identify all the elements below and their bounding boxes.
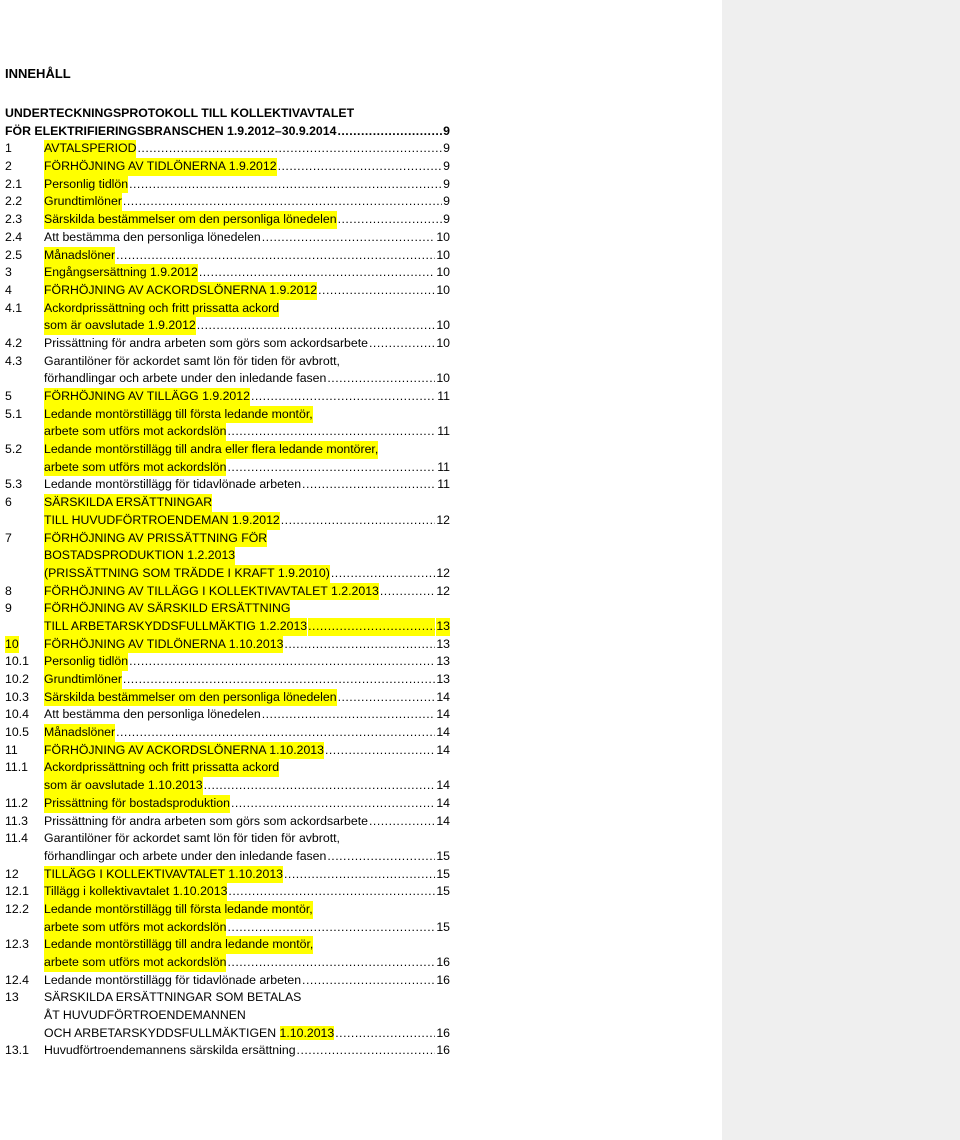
toc-entry-title: Månadslöner bbox=[44, 724, 115, 742]
toc-dot-leader bbox=[325, 742, 435, 760]
toc-entry[interactable] bbox=[5, 211, 450, 229]
toc-dot-leader bbox=[327, 370, 435, 388]
toc-entry-number: 8 bbox=[5, 583, 12, 598]
toc-entry-number: 2.5 bbox=[5, 247, 23, 262]
toc-entry[interactable] bbox=[5, 618, 450, 636]
toc-page-number: 9 bbox=[443, 141, 450, 156]
toc-entry-title: Garantilöner för ackordet samt lön för tiden för avbrott, bbox=[44, 353, 340, 368]
toc-entry[interactable] bbox=[5, 229, 450, 247]
toc-entry[interactable] bbox=[5, 530, 450, 548]
toc-entry[interactable] bbox=[5, 140, 450, 158]
toc-dot-leader bbox=[227, 954, 435, 972]
toc-page-number: 10 bbox=[436, 335, 450, 350]
toc-entry[interactable] bbox=[5, 972, 450, 990]
toc-page-number: 9 bbox=[443, 176, 450, 191]
toc-dot-leader bbox=[297, 1042, 436, 1060]
toc-entry[interactable] bbox=[5, 512, 450, 530]
toc-page-number: 11 bbox=[437, 459, 450, 474]
toc-entry[interactable] bbox=[5, 370, 450, 388]
toc-entry[interactable] bbox=[5, 954, 450, 972]
toc-dot-leader bbox=[331, 565, 435, 583]
toc-entry[interactable] bbox=[5, 671, 450, 689]
toc-entry-title: Särskilda bestämmelser om den personliga lönedelen bbox=[44, 211, 337, 229]
toc-page-number: 14 bbox=[436, 689, 450, 704]
toc-entry-number: 5.2 bbox=[5, 442, 23, 457]
toc-entry-number: 4.3 bbox=[5, 353, 23, 368]
toc-entry[interactable] bbox=[5, 936, 450, 954]
toc-dot-leader bbox=[227, 919, 435, 937]
toc-entry-number: 13.1 bbox=[5, 1043, 29, 1058]
toc-page-number: 16 bbox=[436, 1043, 450, 1058]
toc-page-number: 12 bbox=[436, 565, 450, 580]
toc-entry-title: Prissättning för andra arbeten som görs som ackordsarbete bbox=[44, 813, 368, 828]
toc-page-number: 14 bbox=[436, 707, 450, 722]
toc-page-number: 13 bbox=[436, 636, 450, 651]
toc-entry[interactable] bbox=[5, 158, 450, 176]
toc-dot-leader bbox=[338, 689, 436, 707]
toc-entry-number: 5 bbox=[5, 389, 12, 403]
toc-dot-leader bbox=[302, 476, 436, 494]
toc-entry-number: 2.1 bbox=[5, 176, 23, 191]
toc-entry[interactable] bbox=[5, 105, 450, 123]
toc-dot-leader bbox=[327, 848, 435, 866]
toc-entry-number: 12.3 bbox=[5, 937, 29, 952]
toc-dot-leader bbox=[369, 335, 435, 353]
toc-page-number: 10 bbox=[436, 265, 450, 280]
toc-entry-title: FÖRHÖJNING AV ACKORDSLÖNERNA 1.10.2013 bbox=[44, 742, 324, 760]
toc-dot-leader bbox=[281, 512, 436, 530]
toc-entry-title: FÖR ELEKTRIFIERINGSBRANSCHEN 1.9.2012–30.9.2014 bbox=[5, 123, 337, 138]
toc-entry-title: Ledande montörstillägg för tidavlönade arbeten bbox=[44, 972, 302, 987]
toc-page-number: 9 bbox=[443, 159, 450, 174]
toc-entry-title: SÄRSKILDA ERSÄTTNINGAR SOM BETALAS bbox=[44, 990, 302, 1005]
toc-entry-number: 11 bbox=[5, 742, 18, 757]
toc-page-number: 14 bbox=[436, 725, 450, 740]
toc-entry-number: 6 bbox=[5, 495, 12, 510]
toc-dot-leader bbox=[137, 140, 442, 158]
toc-entry-title: Ledande montörstillägg till andra ledande montör, bbox=[44, 936, 313, 954]
toc-entry-title: OCH ARBETARSKYDDSFULLMÄKTIGEN 1.10.2013 bbox=[44, 1025, 335, 1040]
toc-entry-title: TILL ARBETARSKYDDSFULLMÄKTIG 1.2.2013 bbox=[44, 618, 307, 636]
toc-entry-number: 9 bbox=[5, 601, 12, 616]
toc-page-number: 10 bbox=[436, 229, 450, 244]
toc-dot-leader bbox=[284, 866, 435, 884]
toc-entry-title: arbete som utförs mot ackordslön bbox=[44, 954, 226, 972]
toc-entry-title: Särskilda bestämmelser om den personliga lönedelen bbox=[44, 689, 337, 707]
toc-dot-leader bbox=[123, 671, 435, 689]
toc-entry-title: AVTALSPERIOD bbox=[44, 140, 136, 158]
toc-entry-title: BOSTADSPRODUKTION 1.2.2013 bbox=[44, 547, 235, 565]
toc-entry-title: arbete som utförs mot ackordslön bbox=[44, 919, 226, 937]
toc-entry[interactable] bbox=[5, 583, 450, 601]
toc-page-number: 10 bbox=[436, 247, 450, 262]
toc-entry[interactable] bbox=[5, 335, 450, 353]
toc-dot-leader bbox=[228, 883, 435, 901]
toc-entry-title: arbete som utförs mot ackordslön bbox=[44, 459, 226, 477]
toc-entry-title: Ledande montörstillägg för tidavlönade arbeten bbox=[44, 477, 302, 492]
toc-page-number: 13 bbox=[436, 672, 450, 686]
toc-page-number: 12 bbox=[436, 583, 450, 598]
toc-page-number: 14 bbox=[436, 778, 450, 793]
toc-entry-title: Tillägg i kollektivavtalet 1.10.2013 bbox=[44, 883, 227, 901]
toc-entry-number: 10 bbox=[5, 636, 19, 654]
toc-entry-title: Prissättning för bostadsproduktion bbox=[44, 795, 230, 813]
toc-entry-number: 13 bbox=[5, 990, 19, 1005]
toc-entry[interactable] bbox=[5, 830, 450, 848]
toc-entry-title: Ackordprissättning och fritt prissatta ackord bbox=[44, 300, 279, 318]
toc-entry-number: 10.3 bbox=[5, 689, 29, 704]
toc-entry-title: FÖRHÖJNING AV TILLÄGG I KOLLEKTIVAVTALET 1.2.2013 bbox=[44, 583, 379, 601]
toc-dot-leader bbox=[338, 211, 443, 229]
toc-dot-leader bbox=[308, 618, 435, 636]
toc-page-number: 16 bbox=[436, 1025, 450, 1040]
toc-entry[interactable] bbox=[5, 317, 450, 335]
toc-entry-title: Huvudförtroendemannens särskilda ersättning bbox=[44, 1043, 296, 1058]
toc-entry-title: Ledande montörstillägg till första ledande montör, bbox=[44, 901, 313, 919]
toc-entry-title: (PRISSÄTTNING SOM TRÄDDE I KRAFT 1.9.2010) bbox=[44, 565, 330, 583]
toc-entry[interactable] bbox=[5, 300, 450, 318]
toc-dot-leader bbox=[284, 636, 435, 654]
toc-page-number: 15 bbox=[436, 848, 450, 863]
toc-page-number: 10 bbox=[436, 371, 450, 386]
toc-entry[interactable] bbox=[5, 795, 450, 813]
toc-entry-title: Månadslöner bbox=[44, 247, 115, 265]
toc-entry-title: arbete som utförs mot ackordslön bbox=[44, 423, 226, 441]
toc-page-number: 15 bbox=[436, 884, 450, 899]
toc-page-number: 9 bbox=[443, 123, 450, 138]
toc-page-number: 15 bbox=[436, 866, 450, 881]
toc-entry[interactable] bbox=[5, 406, 450, 424]
toc-dot-leader bbox=[251, 388, 436, 406]
toc-entry-title: TILL HUVUDFÖRTROENDEMAN 1.9.2012 bbox=[44, 512, 280, 530]
toc-entry[interactable] bbox=[5, 476, 450, 494]
toc-page-number: 10 bbox=[436, 282, 450, 297]
toc-entry-title: förhandlingar och arbete under den inledande fasen bbox=[44, 848, 327, 863]
toc-entry-number: 11.4 bbox=[5, 831, 29, 846]
toc-entry-number: 12 bbox=[5, 866, 19, 881]
toc-entry-number: 4 bbox=[5, 282, 12, 297]
toc-entry-number: 4.2 bbox=[5, 335, 23, 350]
toc-dot-leader bbox=[318, 282, 435, 300]
toc-entry-title: FÖRHÖJNING AV PRISSÄTTNING FÖR bbox=[44, 530, 267, 548]
toc-entry-title: Prissättning för andra arbeten som görs som ackordsarbete bbox=[44, 335, 368, 350]
toc-dot-leader bbox=[231, 795, 435, 813]
toc-entry[interactable] bbox=[5, 813, 450, 831]
toc-entry-number: 5.3 bbox=[5, 477, 23, 492]
toc-entry-title: Ackordprissättning och fritt prissatta ackord bbox=[44, 759, 279, 777]
toc-dot-leader bbox=[129, 176, 442, 194]
toc-page-number: 9 bbox=[443, 212, 450, 227]
toc-dot-leader bbox=[262, 229, 436, 247]
toc-entry-title: Personlig tidlön bbox=[44, 176, 128, 194]
toc-entry[interactable] bbox=[5, 459, 450, 477]
toc-entry-number: 3 bbox=[5, 265, 12, 280]
toc-entry[interactable] bbox=[5, 866, 450, 884]
toc-entry-title: förhandlingar och arbete under den inledande fasen bbox=[44, 371, 327, 386]
toc-entry[interactable] bbox=[5, 123, 450, 141]
toc-entry[interactable] bbox=[5, 600, 450, 618]
toc-dot-leader bbox=[116, 724, 435, 742]
toc-dot-leader bbox=[129, 653, 435, 671]
toc-entry-number: 7 bbox=[5, 530, 12, 545]
toc-entry[interactable] bbox=[5, 1025, 450, 1043]
toc-dot-leader bbox=[116, 247, 435, 265]
toc-entry[interactable] bbox=[5, 689, 450, 707]
comment-margin-panel bbox=[722, 0, 960, 1140]
toc-entry-number: 2 bbox=[5, 159, 12, 174]
toc-page-number: 11 bbox=[437, 424, 450, 439]
toc-entry-number: 10.2 bbox=[5, 672, 29, 686]
toc-entry[interactable] bbox=[5, 989, 450, 1007]
toc-entry-number: 10.5 bbox=[5, 725, 29, 740]
toc-entry[interactable] bbox=[5, 247, 450, 265]
toc-entry-title: SÄRSKILDA ERSÄTTNINGAR bbox=[44, 494, 212, 512]
toc-page-number: 16 bbox=[436, 972, 450, 987]
toc-entry-number: 11.2 bbox=[5, 795, 29, 810]
toc-entry-title: ÅT HUVUDFÖRTROENDEMANNEN bbox=[44, 1008, 246, 1023]
toc-entry-number: 12.2 bbox=[5, 901, 29, 916]
toc-heading: INNEHÅLL bbox=[5, 66, 71, 81]
toc-entry-number: 12.1 bbox=[5, 884, 29, 899]
toc-entry-title: FÖRHÖJNING AV TILLÄGG 1.9.2012 bbox=[44, 388, 250, 406]
toc-page-number: 11 bbox=[437, 389, 450, 403]
toc-entry[interactable] bbox=[5, 724, 450, 742]
toc-entry-title: Garantilöner för ackordet samt lön för tiden för avbrott, bbox=[44, 831, 340, 846]
toc-entry-number: 11.3 bbox=[5, 813, 29, 828]
toc-entry-title: FÖRHÖJNING AV ACKORDSLÖNERNA 1.9.2012 bbox=[44, 282, 317, 300]
toc-page-number: 16 bbox=[436, 955, 450, 969]
toc-entry[interactable] bbox=[5, 883, 450, 901]
toc-entry-title: Personlig tidlön bbox=[44, 653, 128, 671]
toc-entry[interactable] bbox=[5, 264, 450, 282]
toc-dot-leader bbox=[204, 777, 436, 795]
toc-entry-number: 4.1 bbox=[5, 300, 23, 315]
toc-entry-title: Att bestämma den personliga lönedelen bbox=[44, 229, 261, 244]
toc-entry[interactable] bbox=[5, 901, 450, 919]
toc-entry[interactable] bbox=[5, 742, 450, 760]
toc-entry-title: TILLÄGG I KOLLEKTIVAVTALET 1.10.2013 bbox=[44, 866, 283, 884]
toc-entry[interactable] bbox=[5, 653, 450, 671]
toc-entry-number: 2.4 bbox=[5, 229, 23, 244]
toc-page-number: 14 bbox=[436, 742, 450, 757]
toc-page-number: 13 bbox=[436, 618, 450, 636]
toc-entry-title: Ledande montörstillägg till första ledande montör, bbox=[44, 406, 313, 424]
toc-entry[interactable] bbox=[5, 353, 450, 371]
toc-entry-number: 11.1 bbox=[5, 760, 29, 775]
toc-entry[interactable] bbox=[5, 547, 450, 565]
toc-entry-title: FÖRHÖJNING AV SÄRSKILD ERSÄTTNING bbox=[44, 600, 290, 618]
toc-entry[interactable] bbox=[5, 1042, 450, 1060]
toc-entry[interactable] bbox=[5, 423, 450, 441]
toc-entry-title: Ledande montörstillägg till andra eller flera ledande montörer, bbox=[44, 441, 378, 459]
toc-entry[interactable] bbox=[5, 919, 450, 937]
toc-entry[interactable] bbox=[5, 636, 450, 654]
toc-dot-leader bbox=[369, 813, 435, 831]
toc-dot-leader bbox=[123, 193, 442, 211]
toc-entry-number: 10.1 bbox=[5, 654, 29, 669]
toc-page-number: 10 bbox=[436, 318, 450, 333]
toc-page-number: 15 bbox=[436, 919, 450, 934]
toc-entry-number: 5.1 bbox=[5, 406, 23, 421]
toc-entry-title: Engångsersättning 1.9.2012 bbox=[44, 264, 198, 282]
toc-entry-title: UNDERTECKNINGSPROTOKOLL TILL KOLLEKTIVAVTALET bbox=[5, 106, 355, 120]
toc-page-number: 11 bbox=[437, 477, 450, 492]
toc-entry[interactable] bbox=[5, 706, 450, 724]
toc-dot-leader bbox=[199, 264, 435, 282]
toc-entry-number: 1 bbox=[5, 141, 12, 156]
toc-dot-leader bbox=[337, 123, 442, 141]
toc-page-number: 13 bbox=[436, 654, 450, 669]
toc-entry-number: 2.3 bbox=[5, 212, 23, 227]
toc-page-number: 9 bbox=[443, 194, 450, 209]
toc-dot-leader bbox=[380, 583, 435, 601]
toc-entry[interactable] bbox=[5, 388, 450, 406]
toc-page-number: 12 bbox=[436, 512, 450, 527]
toc-entry[interactable] bbox=[5, 1007, 450, 1025]
toc-entry-title: Att bestämma den personliga lönedelen bbox=[44, 707, 261, 722]
toc-dot-leader bbox=[278, 158, 443, 176]
toc-entry-title: som är oavslutade 1.9.2012 bbox=[44, 317, 196, 335]
toc-dot-leader bbox=[227, 423, 436, 441]
toc-entry[interactable] bbox=[5, 176, 450, 194]
toc-entry[interactable] bbox=[5, 565, 450, 583]
toc-page-number: 14 bbox=[436, 795, 450, 810]
toc-dot-leader bbox=[302, 972, 435, 990]
toc-entry[interactable] bbox=[5, 494, 450, 512]
toc-entry-title: FÖRHÖJNING AV TIDLÖNERNA 1.9.2012 bbox=[44, 158, 277, 176]
toc-entry[interactable] bbox=[5, 759, 450, 777]
toc-entry[interactable] bbox=[5, 848, 450, 866]
toc-entry-title: Grundtimlöner bbox=[44, 671, 122, 689]
toc-dot-leader bbox=[335, 1025, 435, 1043]
toc-entry-number: 10.4 bbox=[5, 707, 29, 722]
toc-entry-number: 2.2 bbox=[5, 194, 23, 209]
toc-dot-leader bbox=[262, 706, 436, 724]
toc-entry[interactable] bbox=[5, 777, 450, 795]
toc-dot-leader bbox=[227, 459, 436, 477]
toc-entry-title: Grundtimlöner bbox=[44, 193, 122, 211]
toc-entry-number: 12.4 bbox=[5, 972, 29, 987]
toc-entry-title: FÖRHÖJNING AV TIDLÖNERNA 1.10.2013 bbox=[44, 636, 283, 654]
toc-page-number: 14 bbox=[436, 813, 450, 828]
toc-entry[interactable] bbox=[5, 193, 450, 211]
toc-entry[interactable] bbox=[5, 441, 450, 459]
toc-entry[interactable] bbox=[5, 282, 450, 300]
toc-entry-title: som är oavslutade 1.10.2013 bbox=[44, 777, 203, 795]
toc-dot-leader bbox=[197, 317, 436, 335]
table-of-contents bbox=[5, 105, 450, 1060]
